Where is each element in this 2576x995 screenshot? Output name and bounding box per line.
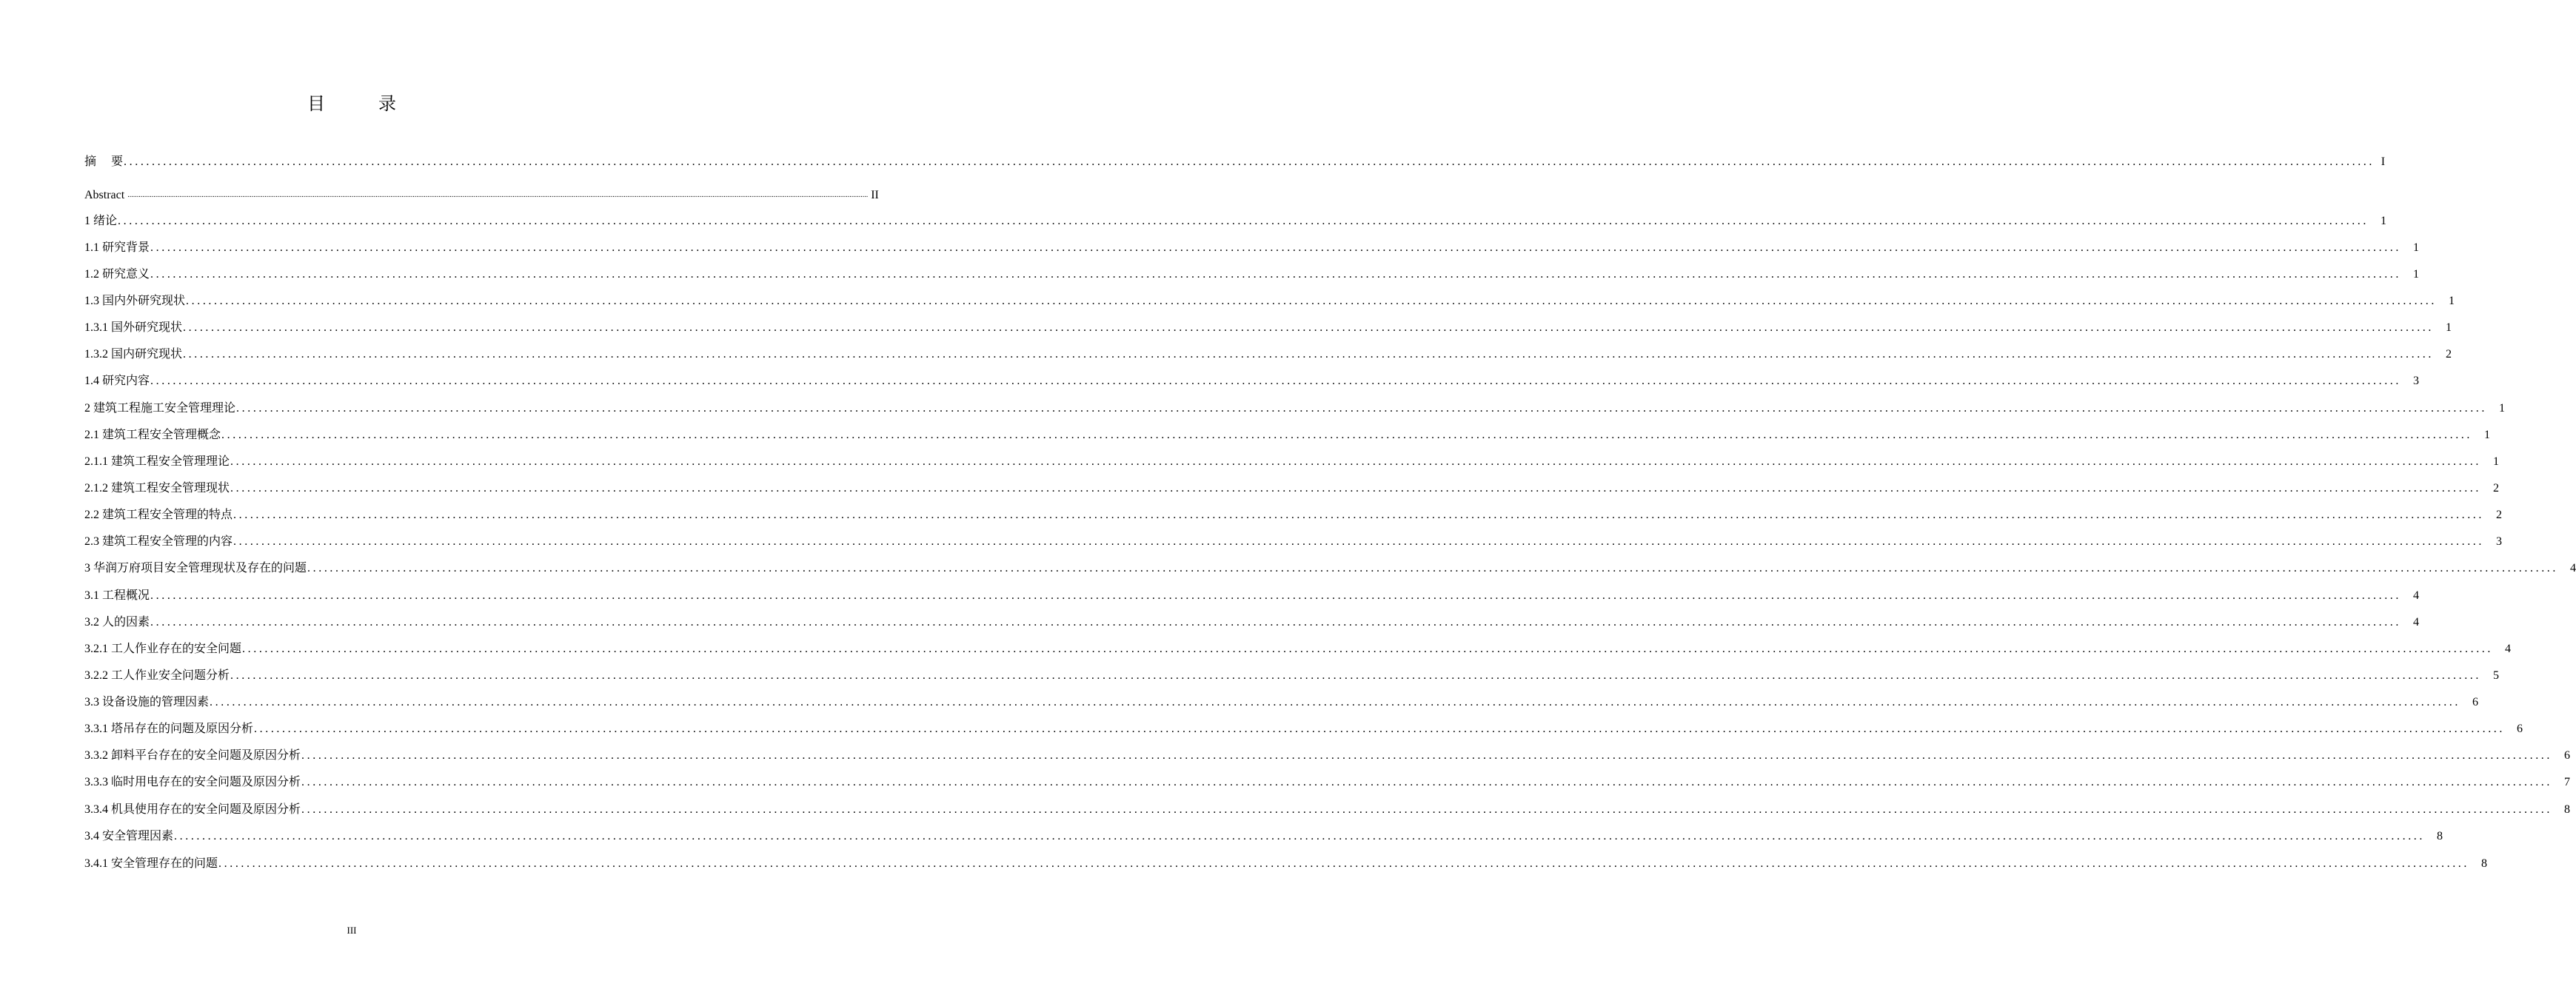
toc-entry-label: Abstract <box>84 189 125 201</box>
toc-leader-dots: ................................................................................................................................................................................................................................................................................................................................................................................................................ <box>183 348 2435 361</box>
page-number: III <box>347 925 357 936</box>
toc-entry-label: 2.1.1 建筑工程安全管理理论 <box>84 455 230 468</box>
toc-leader-dots: ................................................................................................................................................................................................................................................................................................................................................................................................................ <box>186 295 2438 307</box>
toc-entry[interactable] <box>84 346 2452 363</box>
toc-entry-page: 1 <box>2484 429 2491 441</box>
toc-entry[interactable] <box>84 748 2571 764</box>
toc-entry-label: 3.3.4 机具使用存在的安全问题及原因分析 <box>84 803 301 816</box>
toc-entry[interactable] <box>84 828 2443 845</box>
toc-entry-page: 8 <box>2564 803 2571 816</box>
toc-entry-label: 2.1 建筑工程安全管理概念 <box>84 429 221 441</box>
toc-entry[interactable] <box>84 588 2420 604</box>
toc-leader-dots: ................................................................................................................................................................................................................................................................................................................................................................................................................ <box>124 155 2375 168</box>
toc-entry[interactable] <box>84 721 2523 737</box>
toc-entry-page: 2 <box>2493 482 2500 495</box>
toc-entry-page: 1 <box>2446 321 2452 334</box>
toc-leader-dots: ................................................................................................................................................................................................................................................................................................................................................................................................................ <box>233 535 2485 548</box>
toc-entry-label: 摘 要 <box>84 155 124 168</box>
toc-leader-dots: ................................................................................................................................................................................................................................................................................................................................................................................................................ <box>221 429 2473 441</box>
toc-entry[interactable] <box>84 534 2503 550</box>
toc-leader-dots: ................................................................................................................................................................................................................................................................................................................................................................................................................ <box>230 669 2482 682</box>
toc-entry-label: 3.4.1 安全管理存在的问题 <box>84 857 218 870</box>
toc-entry[interactable] <box>84 507 2503 523</box>
toc-entry-page: I <box>2381 155 2386 168</box>
toc-entry-label: 3.3.3 临时用电存在的安全问题及原因分析 <box>84 776 301 788</box>
toc-entry-page: 4 <box>2505 643 2512 655</box>
toc-entry-page: 1 <box>2413 241 2420 254</box>
toc-entry-page: 4 <box>2413 589 2420 602</box>
toc-leader-dots: ................................................................................................................................................................................................................................................................................................................................................................................................................ <box>233 509 2485 521</box>
toc-leader-dots: ................................................................................................................................................................................................................................................................................................................................................................................................................ <box>150 375 2402 387</box>
toc-leader-dots: ................................................................................................................................................................................................................................................................................................................................................................................................................ <box>301 776 2553 788</box>
toc-entry-page: 1 <box>2413 268 2420 281</box>
toc-leader-dots: ................................................................................................................................................................................................................................................................................................................................................................................................................ <box>301 749 2553 762</box>
toc-entry-page: 4 <box>2570 562 2576 574</box>
toc-entry-label: 2.3 建筑工程安全管理的内容 <box>84 535 233 548</box>
toc-entry-label: 3.3.2 卸料平台存在的安全问题及原因分析 <box>84 749 301 762</box>
toc-entry-label: 1.1 研究背景 <box>84 241 150 254</box>
toc-entry[interactable] <box>84 774 2571 791</box>
toc-entry-page: 7 <box>2564 776 2571 788</box>
toc-entry-label: 2.2 建筑工程安全管理的特点 <box>84 509 233 521</box>
toc-entry[interactable] <box>84 373 2420 389</box>
toc-leader-dots: ................................................................................................................................................................................................................................................................................................................................................................................................................ <box>242 643 2494 655</box>
toc-leader-dots: ................................................................................................................................................................................................................................................................................................................................................................................................................ <box>174 830 2426 842</box>
toc-entry-page: 2 <box>2446 348 2452 361</box>
toc-entry-label: 3.2.2 工人作业安全问题分析 <box>84 669 230 682</box>
toc-leader-dots: ................................................................................................................................................................................................................................................................................................................................................................................................................ <box>150 616 2402 629</box>
toc-entry-label: 2 建筑工程施工安全管理理论 <box>84 402 236 415</box>
toc-entry-label: 3.2.1 工人作业存在的安全问题 <box>84 643 242 655</box>
toc-entry-page: 4 <box>2413 616 2420 629</box>
toc-leader-dots: ................................................................................................................................................................................................................................................................................................................................................................................................................ <box>236 402 2488 415</box>
toc-entry-page: 8 <box>2481 857 2488 870</box>
toc-entry[interactable] <box>84 641 2512 657</box>
toc-entry-page: 5 <box>2493 669 2500 682</box>
toc-leader-dots: ................................................................................................................................................................................................................................................................................................................................................................................................................ <box>254 723 2506 735</box>
toc-entry-page: 8 <box>2437 830 2443 842</box>
toc-entry-page: II <box>871 189 879 201</box>
toc-entry-label: 1.3.1 国外研究现状 <box>84 321 183 334</box>
toc-entry[interactable] <box>84 240 2420 256</box>
toc-entry[interactable] <box>84 694 2479 711</box>
toc-entry-label: 1.4 研究内容 <box>84 375 150 387</box>
page-title: 目 录 <box>307 95 414 114</box>
toc-entry-label: 2.1.2 建筑工程安全管理现状 <box>84 482 230 495</box>
toc-entry-label: 1.2 研究意义 <box>84 268 150 281</box>
toc-leader-dots: ................................................................................................................................................................................................................................................................................................................................................................................................................ <box>230 455 2482 468</box>
toc-entry[interactable] <box>84 267 2420 283</box>
toc-entry-page: 1 <box>2499 402 2506 415</box>
toc-entry[interactable] <box>84 320 2452 336</box>
toc-entry[interactable] <box>84 187 879 204</box>
toc-entry[interactable] <box>84 480 2500 497</box>
toc-entry-page: 1 <box>2493 455 2500 468</box>
toc-entry[interactable] <box>84 427 2491 443</box>
toc-entry-label: 3.4 安全管理因素 <box>84 830 174 842</box>
toc-leader-dots: ................................................................................................................................................................................................................................................................................................................................................................................................................ <box>301 803 2553 816</box>
toc-leader-dots: ................................................................................................................................................................................................................................................................................................................................................................................................................ <box>150 589 2402 602</box>
toc-entry-label: 3.1 工程概况 <box>84 589 150 602</box>
toc-entry-page: 3 <box>2496 535 2503 548</box>
toc-entry-page: 1 <box>2381 215 2387 227</box>
toc-entry-label: 3.3.1 塔吊存在的问题及原因分析 <box>84 723 254 735</box>
toc-entry[interactable] <box>84 454 2500 470</box>
toc-entry[interactable] <box>84 856 2488 872</box>
toc-leader-dots: ................................................................................................................................................................................................................................................................................................................................................................................................................ <box>183 321 2435 334</box>
toc-entry-page: 6 <box>2517 723 2523 735</box>
toc-entry[interactable] <box>84 154 2386 170</box>
toc-leader-dots: ................................................................................................................................................................................................................................................................................................................................................................................................................ <box>118 215 2369 227</box>
toc-leader-dots: ................................................................................................................................................................................................................................................................................................................................................................................................................ <box>127 191 869 199</box>
toc-leader-dots: ................................................................................................................................................................................................................................................................................................................................................................................................................ <box>150 241 2402 254</box>
toc-entry-page: 6 <box>2564 749 2571 762</box>
toc-entry[interactable] <box>84 668 2500 684</box>
toc-entry[interactable] <box>84 213 2387 230</box>
toc-entry[interactable] <box>84 293 2455 309</box>
toc-entry-page: 6 <box>2472 696 2479 708</box>
toc-leader-dots: ................................................................................................................................................................................................................................................................................................................................................................................................................ <box>230 482 2482 495</box>
toc-leader-dots: ................................................................................................................................................................................................................................................................................................................................................................................................................ <box>218 857 2470 870</box>
toc-leader-dots: ................................................................................................................................................................................................................................................................................................................................................................................................................ <box>150 268 2402 281</box>
toc-entry-label: 1.3 国内外研究现状 <box>84 295 186 307</box>
toc-entry-label: 3.3 设备设施的管理因素 <box>84 696 210 708</box>
toc-entry[interactable] <box>84 802 2571 818</box>
toc-entry[interactable] <box>84 614 2420 631</box>
toc-entry-label: 3 华润万府项目安全管理现状及存在的问题 <box>84 562 307 574</box>
toc-entry-label: 1 绪论 <box>84 215 118 227</box>
toc-entry[interactable] <box>84 401 2506 417</box>
toc-entry-label: 1.3.2 国内研究现状 <box>84 348 183 361</box>
toc-entry-page: 3 <box>2413 375 2420 387</box>
toc-leader-dots: ................................................................................................................................................................................................................................................................................................................................................................................................................ <box>210 696 2461 708</box>
toc-entry-page: 1 <box>2449 295 2455 307</box>
toc-entry[interactable] <box>84 560 2576 577</box>
toc-entry-label: 3.2 人的因素 <box>84 616 150 629</box>
toc-entry-page: 2 <box>2496 509 2503 521</box>
toc-leader-dots: ................................................................................................................................................................................................................................................................................................................................................................................................................ <box>307 562 2559 574</box>
